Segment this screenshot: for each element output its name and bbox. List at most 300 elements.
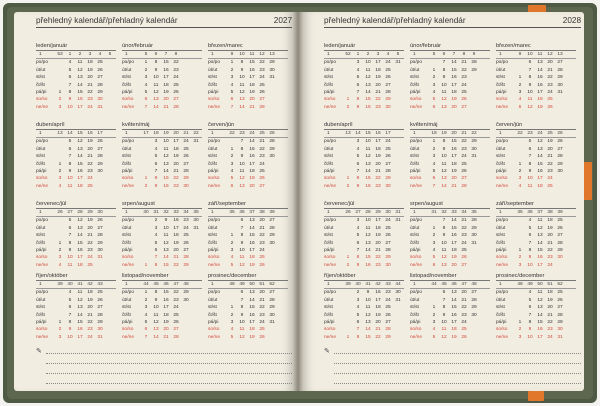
day-number: 25 (97, 60, 103, 66)
day-number: 16 (451, 233, 457, 239)
week-number: 3 (88, 52, 92, 57)
day-number: 14 (153, 334, 159, 340)
day-row (122, 289, 202, 296)
day-number: 6 (144, 327, 148, 333)
week-number: 9 (230, 52, 234, 57)
left-page-header (36, 15, 292, 28)
day-number: 12 (153, 89, 159, 95)
day-number: 31 (471, 240, 477, 246)
day-number: 29 (97, 319, 103, 325)
day-number: 12 (239, 334, 245, 340)
day-row (496, 74, 576, 81)
day-number: 7 (356, 327, 360, 333)
day-number: 24 (547, 262, 553, 268)
day-number: 1 (432, 67, 436, 73)
day-number: 23 (547, 82, 553, 88)
weekday-label: čt/št (324, 161, 333, 167)
day-number: 2 (356, 290, 360, 296)
month-name: prosinec/december (496, 272, 576, 281)
notes-area[interactable] (324, 347, 581, 387)
weekday-label: so/so (324, 176, 336, 182)
day-number: 3 (518, 334, 522, 340)
day-number: 19 (547, 139, 553, 145)
day-number: 6 (432, 262, 436, 268)
day-number: 16 (249, 312, 255, 318)
weekday-label: ne/ne (410, 104, 423, 110)
day-number: 19 (87, 139, 93, 145)
day-number: 23 (173, 297, 179, 303)
weekday-label: po/po (122, 218, 135, 224)
week-label: 1 (211, 210, 214, 215)
day-number: 27 (173, 97, 179, 103)
weekday-label: so/so (122, 97, 134, 103)
week-label: 1 (211, 52, 214, 57)
day-number: 14 (451, 60, 457, 66)
day-row (208, 297, 288, 304)
day-row (122, 89, 202, 96)
week-number: 32 (441, 210, 447, 215)
day-number: 6 (68, 225, 72, 231)
week-number: 7 (452, 52, 456, 57)
month-block (496, 200, 576, 269)
weekday-label: po/po (496, 139, 509, 145)
day-number: 15 (365, 255, 371, 261)
month-block (410, 121, 490, 190)
day-number: 30 (97, 168, 103, 174)
day-number: 20 (375, 82, 381, 88)
day-number: 19 (547, 297, 553, 303)
day-number: 8 (442, 225, 446, 231)
day-number: 6 (432, 104, 436, 110)
week-number: 6 (154, 52, 158, 57)
day-number: 4 (356, 67, 360, 73)
day-number: 5 (230, 89, 234, 95)
day-number: 25 (557, 290, 563, 296)
day-number: 21 (173, 168, 179, 174)
day-row (410, 82, 490, 89)
day-number: 27 (461, 176, 467, 182)
day-number: 17 (537, 334, 543, 340)
day-number: 29 (183, 262, 189, 268)
weekday-label: út/ut (496, 67, 506, 73)
day-row (324, 104, 404, 111)
week-number: 22 (517, 131, 523, 136)
week-number: 12 (547, 52, 553, 57)
weekday-label: čt/št (208, 240, 217, 246)
weekday-label: čt/št (410, 312, 419, 318)
week-number-row (410, 51, 490, 59)
day-number: 8 (442, 139, 446, 145)
week-number: 16 (87, 131, 93, 136)
day-number: 21 (375, 168, 381, 174)
day-number: 2 (432, 75, 436, 81)
day-number: 17 (163, 75, 169, 81)
week-number-row (122, 51, 202, 59)
day-number: 30 (97, 247, 103, 253)
weekday-label: so/so (208, 327, 220, 333)
day-number: 9 (240, 67, 244, 73)
day-number: 23 (461, 146, 467, 152)
day-number: 18 (249, 168, 255, 174)
day-number: 30 (269, 240, 275, 246)
day-number: 28 (385, 89, 391, 95)
day-number: 28 (471, 297, 477, 303)
day-number: 26 (461, 168, 467, 174)
week-number: 6 (442, 52, 446, 57)
week-number-row (208, 281, 288, 289)
week-number: 26 (269, 131, 275, 136)
day-number: 8 (356, 97, 360, 103)
day-number: 17 (375, 60, 381, 66)
day-number: 14 (163, 168, 169, 174)
weekday-label: ne/ne (324, 104, 337, 110)
day-number: 25 (259, 168, 265, 174)
day-number: 26 (557, 139, 563, 145)
day-number: 24 (547, 334, 553, 340)
day-number: 30 (269, 312, 275, 318)
week-number: 33 (451, 210, 457, 215)
day-number: 2 (518, 255, 522, 261)
day-number: 20 (87, 75, 93, 81)
week-number-row (208, 209, 288, 217)
day-number: 14 (77, 82, 83, 88)
week-label: 1 (327, 210, 330, 215)
day-number: 23 (183, 218, 189, 224)
day-number: 1 (58, 240, 62, 246)
day-number: 7 (240, 225, 244, 231)
day-number: 4 (154, 146, 158, 152)
day-number: 4 (518, 183, 522, 189)
week-number: 22 (229, 131, 235, 136)
week-number: 8 (462, 52, 466, 57)
weekday-label: pá/pi (496, 247, 507, 253)
day-number: 24 (87, 334, 93, 340)
weekday-label: st/st (410, 75, 419, 81)
day-number: 16 (77, 247, 83, 253)
day-number: 8 (68, 319, 72, 325)
day-number: 1 (518, 247, 522, 253)
week-number: 16 (375, 131, 381, 136)
day-number: 14 (441, 183, 447, 189)
day-row (324, 217, 404, 224)
day-row (36, 89, 116, 96)
day-number: 1 (144, 262, 148, 268)
day-number: 11 (153, 312, 159, 318)
day-number: 26 (461, 97, 467, 103)
day-number: 5 (230, 262, 234, 268)
day-number: 15 (451, 67, 457, 73)
week-number-row (36, 281, 116, 289)
week-number-row (324, 209, 404, 217)
day-number: 7 (528, 154, 532, 160)
day-number: 18 (451, 161, 457, 167)
day-number: 17 (77, 255, 83, 261)
day-number: 23 (461, 312, 467, 318)
day-number: 27 (183, 247, 189, 253)
week-label: 1 (413, 210, 416, 215)
week-number: 24 (537, 131, 543, 136)
day-number: 4 (58, 183, 62, 189)
day-number: 26 (461, 334, 467, 340)
day-row (36, 217, 116, 224)
day-number: 30 (183, 183, 189, 189)
day-row (410, 104, 490, 111)
day-row (122, 175, 202, 182)
day-number: 13 (537, 305, 543, 311)
day-number: 22 (461, 67, 467, 73)
day-number: 5 (144, 89, 148, 95)
day-number: 20 (375, 240, 381, 246)
weekday-label: čt/št (324, 82, 333, 88)
week-number: 8 (174, 52, 178, 57)
day-number: 25 (259, 327, 265, 333)
week-number: 50 (249, 282, 255, 287)
weekday-label: pá/pi (324, 319, 335, 325)
day-number: 20 (259, 218, 265, 224)
day-row (410, 168, 490, 175)
day-number: 4 (356, 225, 360, 231)
week-number: 31 (395, 210, 401, 215)
day-number: 12 (365, 154, 371, 160)
day-number: 25 (461, 247, 467, 253)
day-number: 11 (441, 247, 447, 253)
day-number: 27 (557, 233, 563, 239)
day-number: 29 (471, 305, 477, 311)
day-number: 5 (154, 240, 158, 246)
week-number: 52 (557, 282, 563, 287)
day-row (208, 89, 288, 96)
day-row (496, 334, 576, 341)
day-number: 4 (144, 82, 148, 88)
day-number: 28 (385, 247, 391, 253)
weekday-label: po/po (36, 290, 49, 296)
day-number: 10 (153, 75, 159, 81)
week-number: 5 (396, 52, 400, 57)
day-number: 1 (346, 334, 350, 340)
day-row (208, 153, 288, 160)
weekday-label: ne/ne (410, 334, 423, 340)
day-number: 4 (356, 305, 360, 311)
day-number: 6 (432, 176, 436, 182)
week-number: 28 (365, 210, 371, 215)
month-name: srpen/august (410, 200, 490, 209)
day-row (410, 240, 490, 247)
day-number: 1 (230, 60, 234, 66)
day-number: 16 (249, 240, 255, 246)
day-number: 18 (77, 183, 83, 189)
day-number: 28 (97, 312, 103, 318)
weekday-label: pá/pi (122, 89, 133, 95)
day-row (36, 59, 116, 66)
day-number: 3 (432, 82, 436, 88)
day-number: 20 (461, 290, 467, 296)
day-number: 24 (461, 82, 467, 88)
day-row (324, 59, 404, 66)
day-number: 25 (557, 218, 563, 224)
day-row (410, 183, 490, 190)
weekday-label: st/st (36, 233, 45, 239)
week-number: 32 (163, 210, 169, 215)
weekday-label: po/po (410, 290, 423, 296)
day-number: 19 (451, 255, 457, 261)
week-number: 7 (164, 52, 168, 57)
month-name: říjen/október (36, 272, 116, 281)
day-number: 13 (77, 225, 83, 231)
weekday-label: ne/ne (410, 262, 423, 268)
day-number: 29 (269, 305, 275, 311)
month-name: květen/máj (122, 121, 202, 130)
day-number: 16 (77, 97, 83, 103)
day-number: 11 (527, 97, 533, 103)
day-number: 21 (259, 225, 265, 231)
day-number: 27 (385, 240, 391, 246)
day-row (496, 138, 576, 145)
week-number: 48 (183, 282, 189, 287)
day-number: 19 (87, 297, 93, 303)
month-block (122, 42, 202, 111)
day-row (208, 312, 288, 319)
day-row (496, 289, 576, 296)
week-number: 13 (557, 52, 563, 57)
month-name: prosinec/december (208, 272, 288, 281)
week-number-row (208, 130, 288, 138)
notes-area[interactable] (36, 347, 292, 387)
weekday-label: so/so (496, 97, 508, 103)
week-number: 12 (259, 52, 265, 57)
day-number: 5 (356, 312, 360, 318)
day-number: 24 (259, 75, 265, 81)
day-number: 7 (240, 297, 244, 303)
day-row (36, 326, 116, 333)
day-number: 3 (58, 104, 62, 110)
month-block (208, 272, 288, 341)
day-row (36, 319, 116, 326)
day-number: 24 (259, 319, 265, 325)
day-number: 27 (557, 305, 563, 311)
day-number: 19 (375, 154, 381, 160)
day-number: 9 (154, 183, 158, 189)
day-number: 18 (451, 89, 457, 95)
day-number: 21 (375, 327, 381, 333)
week-number: 38 (547, 210, 553, 215)
weekday-label: čt/št (208, 82, 217, 88)
day-number: 31 (97, 334, 103, 340)
week-label: 1 (413, 52, 416, 57)
day-number: 13 (365, 82, 371, 88)
day-number: 17 (249, 319, 255, 325)
weekday-label: út/ut (410, 67, 420, 73)
day-number: 1 (518, 75, 522, 81)
day-row (410, 297, 490, 304)
week-label: 1 (211, 282, 214, 287)
day-number: 27 (259, 183, 265, 189)
day-number: 29 (471, 225, 477, 231)
day-number: 25 (385, 146, 391, 152)
day-row (324, 161, 404, 168)
day-number: 18 (451, 327, 457, 333)
week-number: 38 (259, 210, 265, 215)
day-number: 3 (230, 75, 234, 81)
day-number: 27 (385, 82, 391, 88)
day-number: 25 (461, 89, 467, 95)
day-row (208, 289, 288, 296)
day-number: 26 (97, 297, 103, 303)
week-number: 19 (163, 131, 169, 136)
weekday-label: út/ut (496, 297, 506, 303)
weekday-label: so/so (122, 327, 134, 333)
weekday-label: pá/pi (496, 168, 507, 174)
day-number: 27 (97, 146, 103, 152)
week-number: 15 (365, 131, 371, 136)
weekday-label: ne/ne (496, 262, 509, 268)
day-row (122, 240, 202, 247)
day-number: 15 (77, 161, 83, 167)
day-number: 11 (163, 146, 169, 152)
weekday-label: čt/št (410, 161, 419, 167)
day-number: 14 (537, 67, 543, 73)
day-number: 17 (451, 319, 457, 325)
day-number: 10 (239, 161, 245, 167)
day-number: 10 (163, 225, 169, 231)
day-number: 15 (249, 305, 255, 311)
day-number: 8 (68, 89, 72, 95)
day-number: 16 (173, 218, 179, 224)
weekday-label: pá/pi (208, 168, 219, 174)
day-number: 17 (77, 334, 83, 340)
day-number: 29 (97, 89, 103, 95)
day-number: 14 (537, 240, 543, 246)
day-number: 26 (259, 262, 265, 268)
day-row (496, 247, 576, 254)
weekday-label: čt/št (324, 240, 333, 246)
day-row (208, 326, 288, 333)
week-number: 49 (239, 282, 245, 287)
day-number: 29 (183, 290, 189, 296)
day-row (208, 74, 288, 81)
week-number-row (324, 51, 404, 59)
weekday-label: po/po (208, 60, 221, 66)
day-number: 3 (432, 154, 436, 160)
week-number: 47 (461, 282, 467, 287)
day-row (324, 74, 404, 81)
day-number: 20 (249, 183, 255, 189)
day-number: 9 (356, 262, 360, 268)
day-row (36, 289, 116, 296)
day-number: 26 (461, 255, 467, 261)
week-number: 17 (143, 131, 149, 136)
day-number: 20 (451, 176, 457, 182)
week-number: 52 (345, 52, 351, 57)
week-number: 26 (57, 210, 63, 215)
week-number: 43 (97, 282, 103, 287)
week-number: 3 (376, 52, 380, 57)
day-row (410, 304, 490, 311)
day-row (36, 240, 116, 247)
day-number: 1 (144, 290, 148, 296)
weekday-label: po/po (496, 290, 509, 296)
day-row (410, 225, 490, 232)
month-name: červenec/júl (324, 200, 404, 209)
weekday-label: st/st (410, 233, 419, 239)
day-number: 22 (547, 247, 553, 253)
day-number: 17 (173, 139, 179, 145)
day-number: 30 (557, 255, 563, 261)
day-number: 13 (163, 247, 169, 253)
week-number-row (122, 209, 202, 217)
notes-line (334, 383, 581, 384)
week-number: 37 (249, 210, 255, 215)
day-number: 6 (356, 82, 360, 88)
